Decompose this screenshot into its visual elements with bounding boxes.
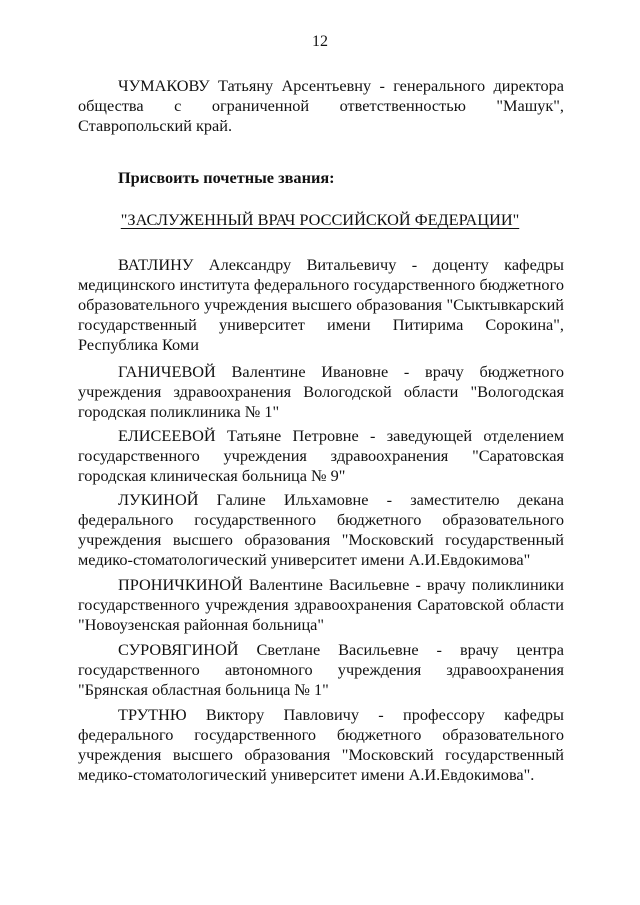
entry-line: Республика Коми: [78, 335, 199, 354]
award-entry: [78, 705, 564, 785]
honorary-title: "ЗАСЛУЖЕННЫЙ ВРАЧ РОССИЙСКОЙ ФЕДЕРАЦИИ": [120, 210, 520, 229]
entry-line: учреждения высшего образования "Московский государственный: [78, 745, 564, 764]
entry-line: СУРОВЯГИНОЙ Светлане Васильевне - врачу центра: [118, 640, 564, 659]
entry-line: федерального государственного бюджетного образовательного: [78, 725, 564, 744]
entry-line: ПРОНИЧКИНОЙ Валентине Васильевне - врачу поликлиники: [118, 575, 564, 594]
entry-line: медико-стоматологический университет имени А.И.Евдокимова".: [78, 765, 535, 784]
entry-line: государственного учреждения здравоохранения "Саратовская: [78, 446, 564, 465]
entry-line: государственного автономного учреждения здравоохранения: [78, 660, 564, 679]
entry-line: образовательного учреждения высшего образования "Сыктывкарский: [78, 295, 564, 314]
entry-line: ГАНИЧЕВОЙ Валентине Ивановне - врачу бюджетного: [118, 362, 564, 381]
award-entry: [78, 575, 564, 635]
entry-line: "Новоузенская районная больница": [78, 615, 325, 634]
entry-line: государственного учреждения здравоохранения Саратовской области: [78, 595, 564, 614]
paragraph-line: общества с ограниченной ответственностью "Машук",: [78, 96, 564, 115]
award-entry: [78, 426, 564, 486]
award-entry: [78, 362, 564, 422]
paragraph-line: Ставропольский край.: [78, 116, 233, 135]
entry-line: ЛУКИНОЙ Галине Ильхамовне - заместителю декана: [118, 490, 564, 509]
paragraph-line: ЧУМАКОВУ Татьяну Арсентьевну - генерального директора: [118, 76, 564, 95]
award-entry: [78, 640, 564, 700]
award-entry: [78, 490, 564, 570]
entry-line: городская поликлиника № 1": [78, 402, 280, 421]
entry-line: ЕЛИСЕЕВОЙ Татьяне Петровне - заведующей отделением: [118, 426, 564, 445]
entry-line: ТРУТНЮ Виктору Павловичу - профессору кафедры: [118, 705, 564, 724]
entry-line: учреждения здравоохранения Вологодской области "Вологодская: [78, 382, 564, 401]
entry-line: медико-стоматологический университет имени А.И.Евдокимова": [78, 550, 531, 569]
entry-line: ВАТЛИНУ Александру Витальевичу - доценту кафедры: [118, 255, 564, 274]
section-heading: Присвоить почетные звания:: [118, 168, 335, 187]
entry-line: "Брянская областная больница № 1": [78, 680, 329, 699]
entry-line: учреждения высшего образования "Московский государственный: [78, 530, 564, 549]
top-paragraph: [78, 76, 564, 136]
page-number: 12: [312, 33, 328, 50]
entry-line: федерального государственного бюджетного образовательного: [78, 510, 564, 529]
entry-line: городская клиническая больница № 9": [78, 466, 346, 485]
award-entry: [78, 255, 564, 355]
entry-line: медицинского института федерального государственного бюджетного: [78, 275, 564, 294]
entry-line: государственный университет имени Питирима Сорокина",: [78, 315, 564, 334]
